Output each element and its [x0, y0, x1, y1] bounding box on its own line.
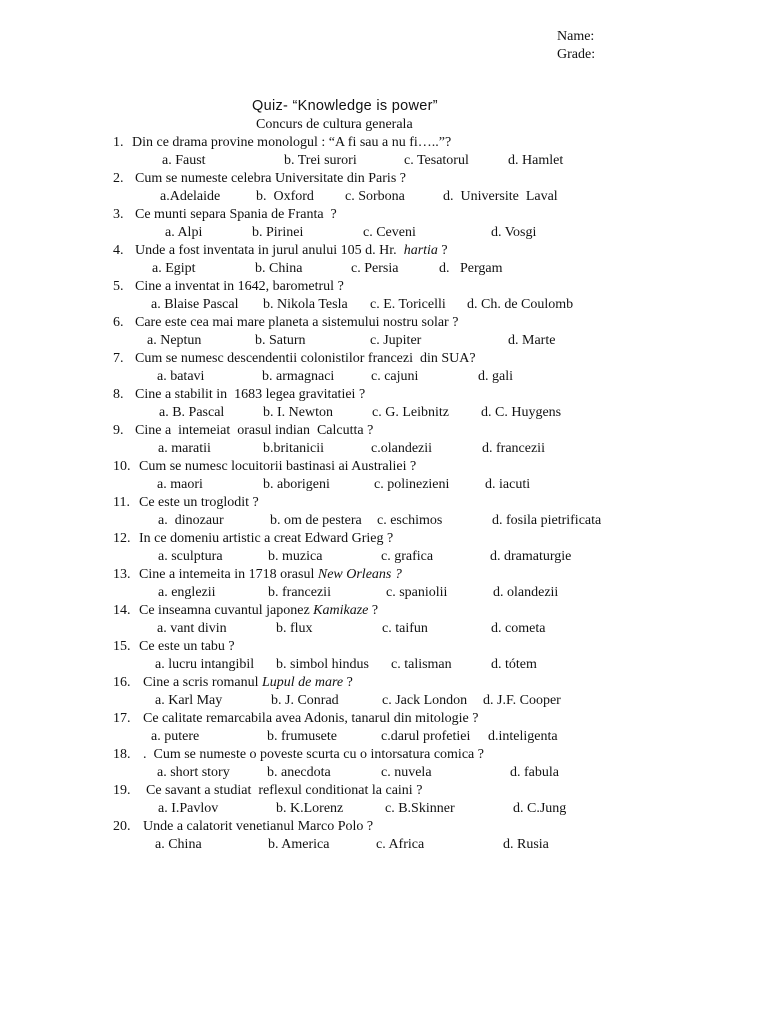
answer-option: a. Faust [162, 153, 206, 168]
question-text [113, 171, 406, 187]
question-number: 3. [113, 207, 124, 222]
question-italic-term: New Orleans ? [317, 567, 402, 582]
question-text [113, 567, 402, 583]
answer-option: d. francezii [482, 441, 545, 456]
answer-option: d. C.Jung [513, 801, 567, 816]
question-number: 7. [113, 351, 124, 366]
question-item [0, 135, 768, 171]
question-item [0, 531, 768, 567]
question-text [113, 747, 484, 763]
answer-option: a. sculptura [158, 549, 223, 564]
answer-option: d. Ch. de Coulomb [467, 297, 574, 312]
answer-option: a. maratii [158, 441, 211, 456]
answer-option: c. spaniolii [386, 585, 448, 600]
question-text-part: Ce calitate remarcabila avea Adonis, tanarul din mitologie ? [143, 711, 479, 726]
question-italic-term: Lupul de mare [261, 675, 344, 690]
answer-option: c. Sorbona [345, 189, 405, 204]
answer-option: b.britanicii [263, 441, 325, 456]
answer-option: c. Tesatorul [404, 153, 469, 168]
question-text-part: Unde a fost inventata in jurul anului 105 d. Hr. [135, 243, 404, 258]
question-text-part: Ce munti separa Spania de Franta ? [135, 207, 337, 222]
question-text-part: ? [368, 603, 379, 618]
answer-option: d. gali [478, 369, 513, 384]
answer-option: b. flux [276, 621, 313, 636]
answer-option: c. B.Skinner [385, 801, 455, 816]
question-text [113, 279, 344, 295]
answer-option: d. Pergam [439, 261, 503, 276]
question-item [0, 495, 768, 531]
question-text-part: ? [343, 675, 353, 690]
answer-option: b. K.Lorenz [276, 801, 344, 816]
answer-option: a. englezii [158, 585, 216, 600]
question-number: 10. [113, 459, 131, 474]
question-text [113, 459, 416, 475]
question-text-part: Cine a intemeiat orasul indian Calcutta ? [135, 423, 374, 438]
question-text-part: Ce inseamna cuvantul japonez [139, 603, 314, 618]
answer-option: a. Karl May [155, 693, 223, 708]
question-italic-term: Kamikaze [313, 603, 369, 618]
question-text-part: Cine a inventat in 1642, barometrul ? [135, 279, 344, 294]
answer-option: c. cajuni [371, 369, 419, 384]
question-text-part: Cum se numesc descendentii colonistilor francezi din SUA? [135, 351, 476, 366]
answer-option: c. talisman [391, 657, 452, 672]
question-text [113, 207, 337, 223]
answer-option: d. fosila pietrificata [492, 513, 602, 528]
question-item [0, 819, 768, 855]
question-text-part: Ce este un troglodit ? [139, 495, 259, 510]
question-text [113, 711, 478, 727]
answer-option: b. J. Conrad [271, 693, 339, 708]
question-number: 4. [113, 243, 124, 258]
question-text-part: Unde a calatorit venetianul Marco Polo ? [143, 819, 374, 834]
question-number: 2. [113, 171, 124, 186]
question-item [0, 639, 768, 675]
answer-option: c. taifun [382, 621, 428, 636]
name-label: Name: [557, 29, 595, 44]
question-text [113, 819, 373, 835]
question-text [113, 135, 451, 151]
answer-option: d. C. Huygens [481, 405, 562, 420]
question-text [113, 675, 353, 691]
question-text-part: In ce domeniu artistic a creat Edward Grieg ? [139, 531, 394, 546]
question-text-part: Cum se numeste celebra Universitate din Paris ? [135, 171, 406, 186]
answer-option: a. putere [151, 729, 200, 744]
answer-option: d. Universite Laval [443, 189, 558, 204]
answer-option: c. polinezieni [374, 477, 450, 492]
question-item [0, 675, 768, 711]
answer-option: d. cometa [491, 621, 546, 636]
answer-option: a. dinozaur [158, 513, 224, 528]
answer-option: c. grafica [381, 549, 434, 564]
answer-option: d. olandezii [493, 585, 559, 600]
question-item [0, 279, 768, 315]
question-text-part: Ce savant a studiat reflexul conditionat la caini ? [146, 783, 423, 798]
question-text [113, 351, 476, 367]
answer-option: a. maori [157, 477, 203, 492]
question-item [0, 315, 768, 351]
answer-option: a. B. Pascal [159, 405, 225, 420]
answer-option: c. E. Toricelli [370, 297, 446, 312]
answer-option: c. Africa [376, 837, 425, 852]
question-item [0, 351, 768, 387]
question-number: 11. [113, 495, 130, 510]
question-italic-term: hartia [403, 243, 438, 258]
answer-option: b. frumusete [267, 729, 337, 744]
question-number: 20. [113, 819, 131, 834]
answer-option: a. Egipt [152, 261, 196, 276]
question-item [0, 207, 768, 243]
question-text-part: ? [437, 243, 448, 258]
question-number: 14. [113, 603, 131, 618]
answer-option: b. francezii [268, 585, 331, 600]
answer-option: c.olandezii [371, 441, 433, 456]
answer-option: a. batavi [157, 369, 205, 384]
question-number: 5. [113, 279, 124, 294]
answer-option: b. aborigeni [263, 477, 330, 492]
question-item [0, 387, 768, 423]
question-text-part: Din ce drama provine monologul : “A fi sau a nu fi…..”? [132, 135, 452, 150]
answer-option: a. Neptun [147, 333, 202, 348]
question-number: 9. [113, 423, 124, 438]
answer-option: a. Blaise Pascal [151, 297, 239, 312]
question-number: 17. [113, 711, 131, 726]
question-item [0, 747, 768, 783]
question-number: 8. [113, 387, 124, 402]
question-text-part: Ce este un tabu ? [139, 639, 235, 654]
question-text [113, 639, 235, 655]
question-number: 18. [113, 747, 131, 762]
question-text [113, 783, 422, 799]
answer-option: c.darul profetiei [381, 729, 471, 744]
answer-option: b. Nikola Tesla [263, 297, 348, 312]
answer-option: d. Hamlet [508, 153, 564, 168]
question-text-part: Cine a intemeita in 1718 orasul [139, 567, 318, 582]
answer-option: d. Vosgi [491, 225, 537, 240]
question-text-part: Cine a scris romanul [143, 675, 262, 690]
question-number: 16. [113, 675, 131, 690]
answer-option: d. J.F. Cooper [483, 693, 561, 708]
answer-option: b. Saturn [255, 333, 306, 348]
question-text-part: Cum se numesc locuitorii bastinasi ai Australiei ? [139, 459, 417, 474]
question-item [0, 459, 768, 495]
answer-option: d. tótem [491, 657, 537, 672]
question-list [0, 135, 768, 855]
answer-option: b. simbol hindus [276, 657, 369, 672]
answer-option: c. Jack London [382, 693, 468, 708]
answer-option: b. om de pestera [270, 513, 362, 528]
answer-option: a. I.Pavlov [158, 801, 219, 816]
answer-option: a. lucru intangibil [155, 657, 255, 672]
question-number: 19. [113, 783, 131, 798]
answer-option: a. short story [157, 765, 230, 780]
answer-option: c. eschimos [377, 513, 443, 528]
question-item [0, 567, 768, 603]
answer-option: b. Trei surori [284, 153, 357, 168]
question-text-part: Cine a stabilit in 1683 legea gravitatiei ? [135, 387, 366, 402]
answer-option: a. China [155, 837, 202, 852]
answer-option: c. Persia [351, 261, 399, 276]
question-item [0, 423, 768, 459]
question-item [0, 603, 768, 639]
question-number: 6. [113, 315, 124, 330]
answer-option: b. muzica [268, 549, 323, 564]
answer-option: d.inteligenta [488, 729, 558, 744]
answer-option: a. vant divin [157, 621, 227, 636]
question-text [113, 315, 458, 331]
question-text [113, 243, 448, 259]
answer-option: d. fabula [510, 765, 559, 780]
question-text [113, 603, 378, 619]
question-item [0, 711, 768, 747]
answer-option: b. Pirinei [252, 225, 304, 240]
answer-option: b. armagnaci [262, 369, 335, 384]
answer-option: b. I. Newton [263, 405, 333, 420]
question-text-part: . Cum se numeste o poveste scurta cu o intorsatura comica ? [143, 747, 484, 762]
answer-option: c. nuvela [381, 765, 432, 780]
answer-option: c. Jupiter [370, 333, 422, 348]
question-number: 15. [113, 639, 131, 654]
question-text [113, 531, 393, 547]
answer-option: a. Alpi [165, 225, 203, 240]
question-text [113, 387, 365, 403]
answer-option: c. Ceveni [363, 225, 416, 240]
quiz-title: Quiz- “Knowledge is power” [252, 98, 438, 114]
question-number: 13. [113, 567, 131, 582]
answer-option: d. iacuti [485, 477, 531, 492]
answer-option: c. G. Leibnitz [372, 405, 449, 420]
grade-label: Grade: [557, 47, 596, 62]
question-number: 1. [113, 135, 124, 150]
quiz-subtitle: Concurs de cultura generala [256, 117, 413, 132]
question-item [0, 171, 768, 207]
question-item [0, 243, 768, 279]
answer-option: b. anecdota [267, 765, 331, 780]
question-text [113, 495, 259, 511]
answer-option: b. Oxford [256, 189, 314, 204]
question-text [113, 423, 373, 439]
answer-option: d. Rusia [503, 837, 549, 852]
answer-option: a.Adelaide [160, 189, 221, 204]
answer-option: b. America [268, 837, 330, 852]
answer-option: d. Marte [508, 333, 556, 348]
answer-option: d. dramaturgie [490, 549, 572, 564]
question-number: 12. [113, 531, 131, 546]
question-text-part: Care este cea mai mare planeta a sistemului nostru solar ? [135, 315, 459, 330]
answer-option: b. China [255, 261, 303, 276]
question-item [0, 783, 768, 819]
